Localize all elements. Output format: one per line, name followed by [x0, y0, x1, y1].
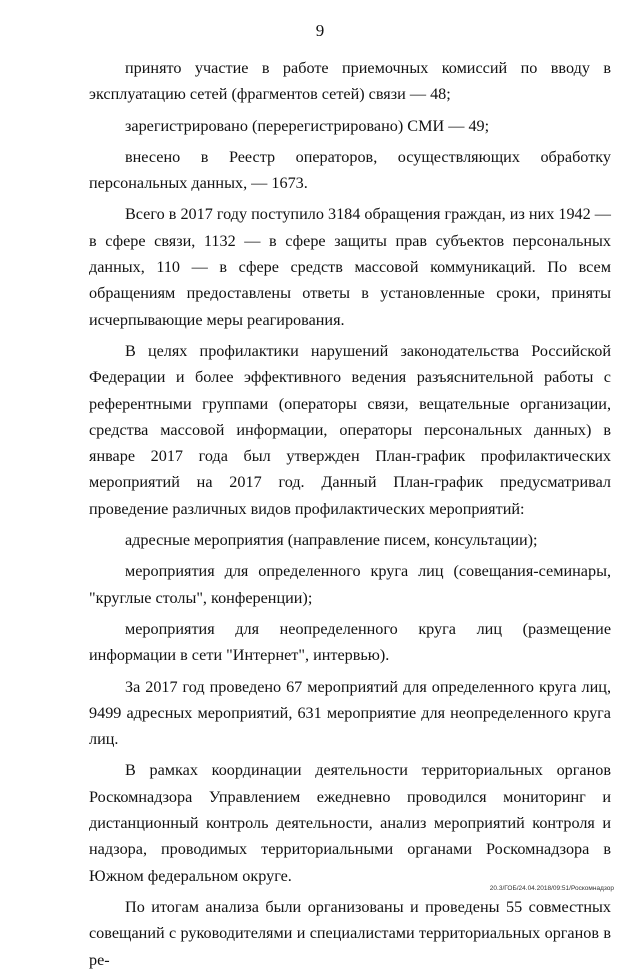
paragraph: За 2017 год проведено 67 мероприятий для определенного круга лиц, 9499 адресных мероприятий, 631 мероприятие для неопределенного круга лиц. [89, 677, 611, 749]
paragraph: Всего в 2017 году поступило 3184 обращения граждан, из них 1942 — в сфере связи, 1132 — в сфере защиты прав субъектов персональных данных, 110 — в сфере средств массовой коммуникаций. По всем обращениям предоставлены ответы в установленные сроки, приняты исчерпывающие меры реагирования. [89, 205, 611, 329]
paragraph: мероприятия для неопределенного круга лиц (размещение информации в сети "Интернет", интервью). [89, 619, 611, 665]
paragraph: В целях профилактики нарушений законодательства Российской Федерации и более эффективного ведения разъяснительной работы с референтными группами (операторы связи, вещательные организации, средства массовой информации, операторы персональных данных) в январе 2017 года был утвержден План-график профилактических мероприятий на 2017 год. Данный План-график предусматривал проведение различных видов профилактических мероприятий: [89, 341, 611, 518]
body-text [89, 55, 611, 973]
page-number: 9 [315, 21, 325, 40]
paragraph: По итогам анализа были организованы и проведены 55 совместных совещаний с руководителями и специалистами территориальных органов в ре- [89, 897, 611, 969]
paragraph: принято участие в работе приемочных комиссий по вводу в эксплуатацию сетей (фрагментов сетей) связи — 48; [89, 59, 611, 104]
paragraph: зарегистрировано (перерегистрировано) СМИ — 49; [125, 116, 490, 135]
paragraph: В рамках координации деятельности территориальных органов Роскомнадзора Управлением ежедневно проводился мониторинг и дистанционный контроль деятельности, анализ мероприятий контроля и надзора, проводимых территориальными органами Роскомнадзора в Южном федеральном округе. [89, 761, 611, 885]
paragraph: внесено в Реестр операторов, осуществляющих обработку персональных данных, — 1673. [89, 147, 611, 193]
footer-stamp: 20.3/ГОБ/24.04.2018/09:51/Роскомнадзор [489, 885, 614, 892]
paragraph: адресные мероприятия (направление писем, консультации); [125, 531, 538, 550]
paragraph: мероприятия для определенного круга лиц (совещания-семинары, "круглые столы", конференции); [89, 562, 611, 607]
